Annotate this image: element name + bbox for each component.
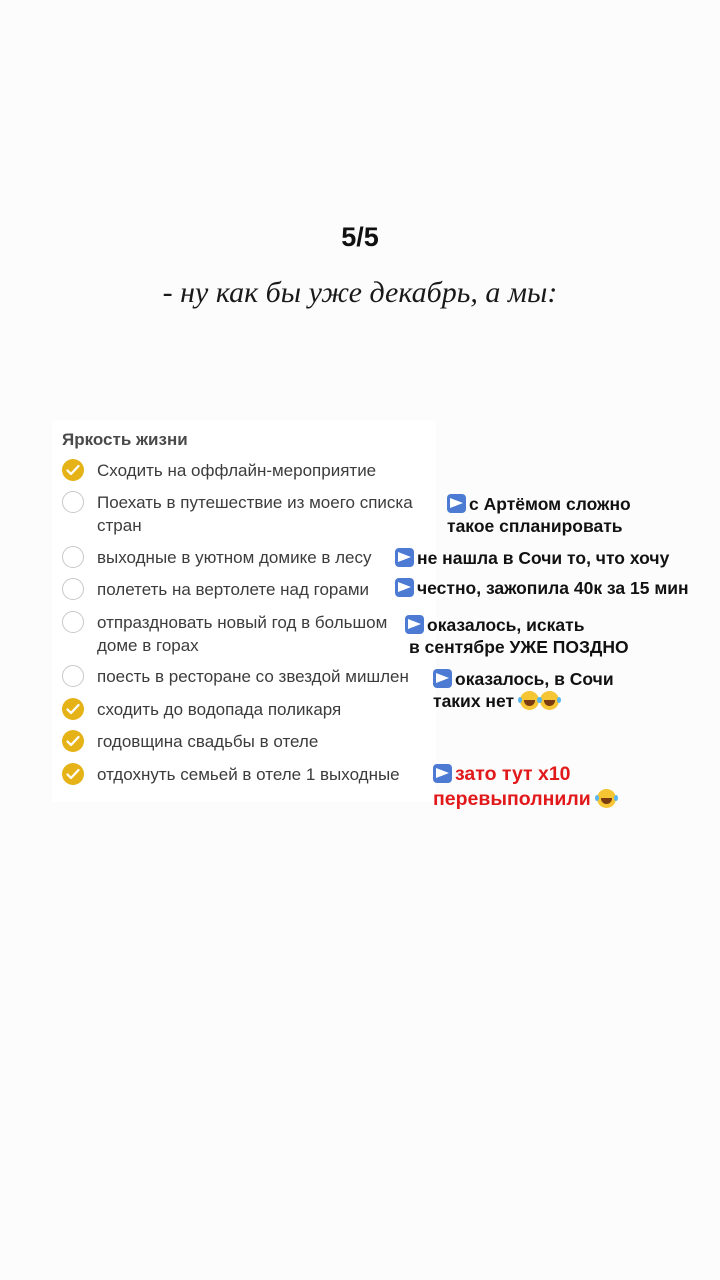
goal-label: полететь на вертолете над горами (97, 580, 370, 599)
annotation-text: оказалось, искать (427, 615, 585, 635)
page-number: 5/5 (341, 222, 379, 252)
goal-label: выходные в уютном домике в лесу (97, 548, 372, 567)
annotation-text: таких нет (433, 691, 515, 711)
right-arrow-icon (405, 615, 424, 634)
checked-icon[interactable] (62, 730, 84, 752)
annotation-text: не нашла в Сочи то, что хочу (417, 548, 670, 568)
laughing-face-icon (597, 789, 616, 808)
annotation-helicopter (395, 577, 689, 599)
right-arrow-icon (447, 494, 466, 513)
checked-icon[interactable] (62, 763, 84, 785)
annotation-forest-cabin (395, 547, 669, 569)
unchecked-icon[interactable] (62, 578, 84, 600)
annotation-michelin (433, 668, 614, 712)
laughing-face-icon (520, 691, 539, 710)
subtitle: - ну как бы уже декабрь, а мы: (162, 276, 558, 309)
annotation-family-weekend (433, 762, 616, 812)
unchecked-icon[interactable] (62, 665, 84, 687)
checked-icon[interactable] (62, 459, 84, 481)
goals-list-title: Яркость жизни (62, 430, 188, 449)
unchecked-icon[interactable] (62, 546, 84, 568)
right-arrow-icon (433, 764, 452, 783)
goal-label: Поехать в путешествие из моего списка стран (97, 493, 413, 535)
unchecked-icon[interactable] (62, 491, 84, 513)
goal-label: поесть в ресторане со звездой мишлен (97, 667, 409, 686)
laughing-face-icon (540, 691, 559, 710)
checked-icon[interactable] (62, 698, 84, 720)
goal-label: Сходить на оффлайн-мероприятие (97, 461, 377, 480)
annotation-text: оказалось, в Сочи (455, 669, 614, 689)
annotation-travel (447, 493, 631, 537)
annotation-text: перевыполнили (433, 788, 591, 810)
unchecked-icon[interactable] (62, 611, 84, 633)
annotation-text: честно, зажопила 40к за 15 мин (417, 578, 689, 598)
goal-label: годовщина свадьбы в отеле (97, 732, 319, 751)
annotation-text: такое спланировать (447, 516, 623, 536)
annotation-text: в сентябре УЖЕ ПОЗДНО (409, 637, 629, 657)
annotation-new-year (405, 614, 629, 658)
annotation-text: зато тут х10 (455, 763, 571, 785)
goal-label: отпраздновать новый год в большом доме в горах (97, 613, 388, 655)
right-arrow-icon (395, 578, 414, 597)
right-arrow-icon (433, 669, 452, 688)
goal-label: сходить до водопада поликаря (97, 700, 342, 719)
annotation-text: с Артёмом сложно (469, 494, 631, 514)
goal-label: отдохнуть семьей в отеле 1 выходные (97, 765, 400, 784)
right-arrow-icon (395, 548, 414, 567)
